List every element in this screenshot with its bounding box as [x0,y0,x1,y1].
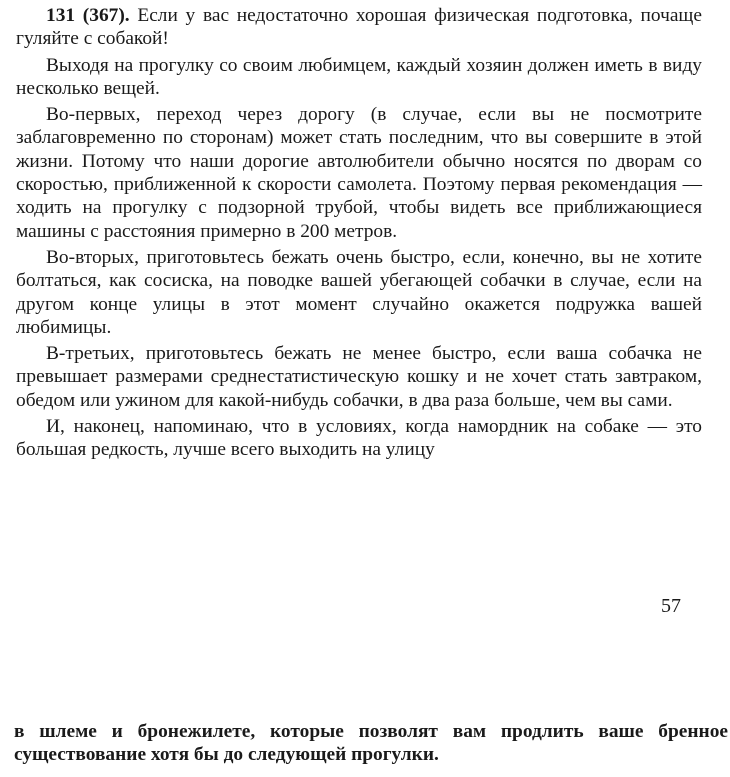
paragraph-5: И, наконец, напоминаю, что в условиях, когда намордник на собаке — это большая редкость, лучше всего выходить на улицу [16,416,702,461]
page-number: 57 [661,595,681,617]
continuation-text: в шлеме и бронежилете, которые позволят вам продлить ваше бренное существование хотя бы до следующей прогулки. [14,721,728,766]
exercise-intro: Если у вас недостаточно хорошая физическая подготовка, почаще гуляйте с собакой! [16,5,702,50]
paragraph-2: Во-первых, переход через дорогу (в случае, если вы не посмотрите заблаговременно по сторонам) может стать последним, что вы совершите в этой жизни. Потому что наши дорогие автолюбители обычно носятся по дворам со скоростью, приближенной к скорости самолета. Поэтому первая рекомендация — ходить на прогулку с подзорной трубой, чтобы видеть все приближающиеся машины с расстояния примерно в 200 метров. [16,104,702,242]
exercise-intro-paragraph [16,4,702,51]
paragraph-4: В-третьих, приготовьтесь бежать не менее быстро, если ваша собачка не превышает размерами среднестатистическую кошку и не хочет стать завтраком, обедом или ужином для какой-нибудь собачки, в два раза больше, чем вы сами. [16,343,702,411]
paragraph-3: Во-вторых, приготовьтесь бежать очень быстро, если, конечно, вы не хотите болтаться, как сосиска, на поводке вашей убегающей собачки в случае, если на другом конце улицы в этот момент случайно окажется подружка вашей любимицы. [16,246,702,338]
exercise-number: 131 (367). [46,5,130,26]
exercise-text [16,4,702,465]
paragraph-1: Выходя на прогулку со своим любимцем, каждый хозяин должен иметь в виду несколько вещей. [16,54,702,99]
